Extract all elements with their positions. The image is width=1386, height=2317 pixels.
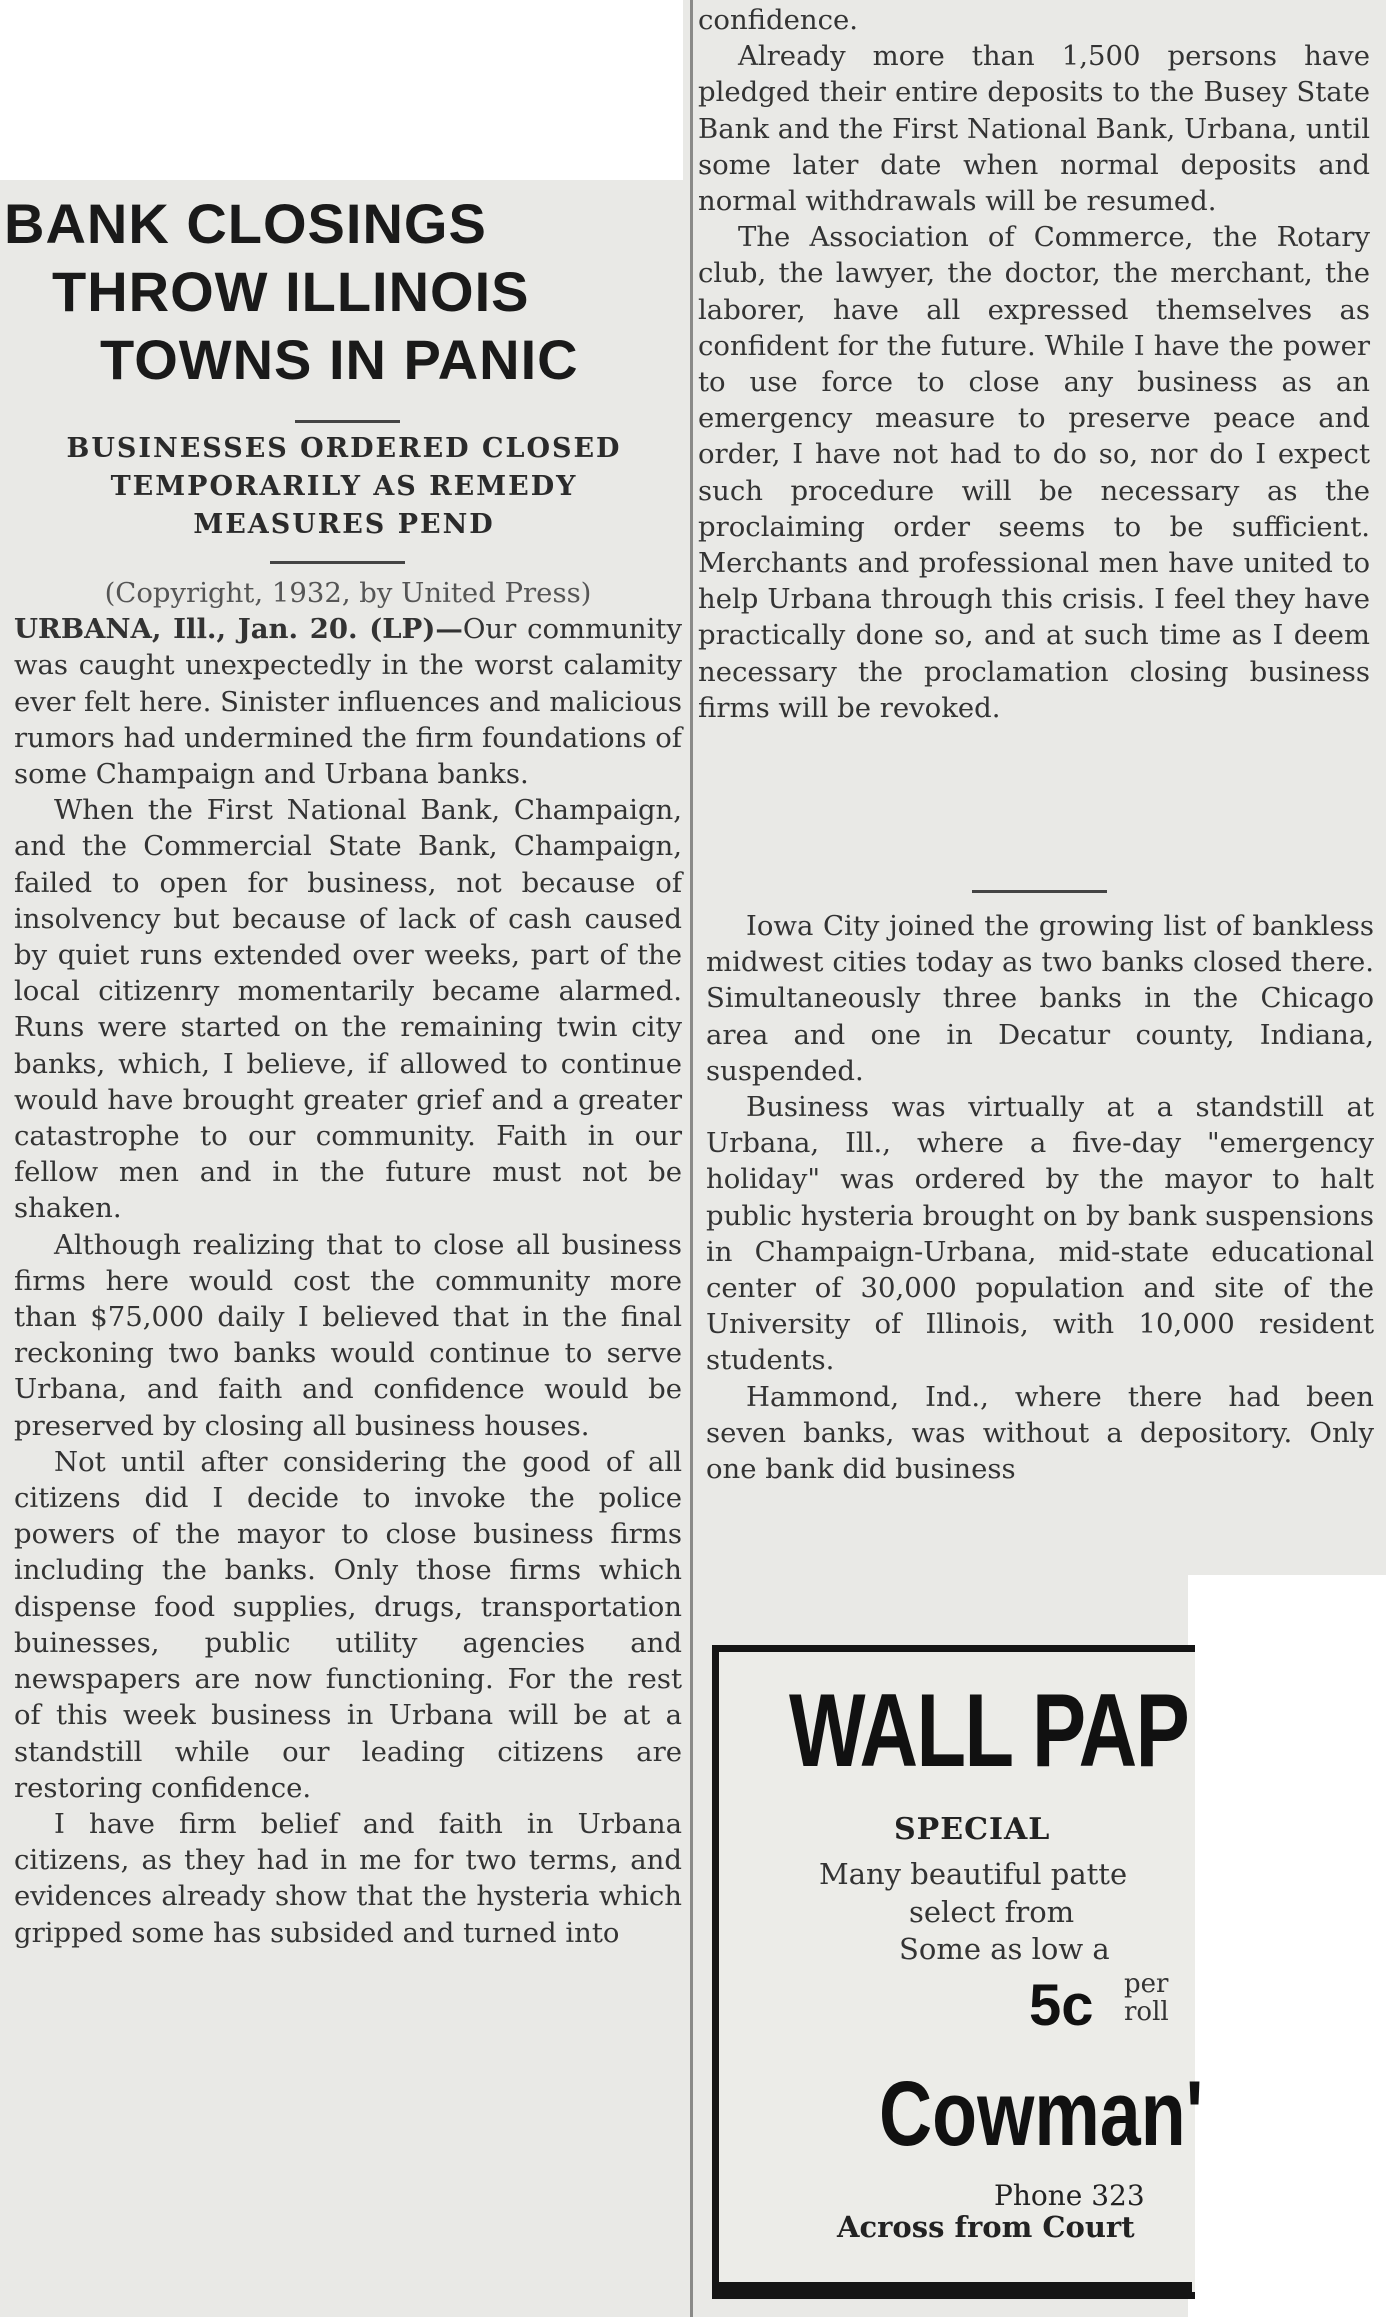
- article-paragraph: Business was virtually at a standstill at Urbana, Ill., where a five-day "emergency holiday" was ordered by the mayor to halt public hysteria brought on by bank suspensions in Champaign-Urbana, mid-state educational center of 30,000 population and site of the University of Illinois, with 10,000 resident students.: [706, 1091, 1374, 1377]
- subheadline-line-2: TEMPORARILY AS REMEDY: [110, 471, 578, 502]
- copyright-credit: (Copyright, 1932, by United Press): [104, 577, 592, 609]
- ad-line-3: Some as low a: [899, 1932, 1110, 1966]
- ad-price: 5c: [1029, 1973, 1094, 2038]
- ad-title: WALL PAP: [789, 1673, 1189, 1789]
- article-paragraph: confidence.: [698, 4, 859, 36]
- section-divider: [972, 890, 1107, 893]
- headline-line-3: TOWNS IN PANIC: [100, 328, 579, 391]
- paragraph-text: Our community was caught unexpectedly in the worst calamity ever felt here. Sinister influences and malicious rumors had undermined the firm foundations of some Champaign and Urbana banks.: [14, 613, 682, 791]
- article-paragraph: When the First National Bank, Champaign, and the Commercial State Bank, Champaign, failed to open for business, not because of insolvency but because of lack of cash caused by quiet runs extended over weeks, part of the local citizenry momentarily became alarmed. Runs were started on the remaining twin city banks, which, I believe, if allowed to continue would have brought greater grief and a greater catastrophe to our community. Faith in our fellow men and in the future must not be shaken.: [14, 794, 682, 1225]
- dateline: URBANA, Ill., Jan. 20. (LP)—: [14, 613, 463, 646]
- headline-divider: [295, 420, 400, 423]
- subheadline: [0, 430, 688, 544]
- wallpaper-advertisement: [712, 1645, 1204, 2299]
- left-article-body: [14, 575, 682, 1951]
- headline-line-1: BANK CLOSINGS: [4, 192, 487, 255]
- article-paragraph: I have firm belief and faith in Urbana citizens, as they had in me for two terms, and evidences already show that the hysteria which gripped some has subsided and turned into: [14, 1807, 682, 1949]
- article-paragraph: Iowa City joined the growing list of bankless midwest cities today as two banks closed there. Simultaneously three banks in the Chicago area and one in Decatur county, Indiana, suspended.: [706, 910, 1374, 1087]
- ad-line-1: Many beautiful patte: [819, 1857, 1128, 1891]
- ad-phone: Phone 323: [994, 2179, 1145, 2212]
- ad-bottom-border: [712, 2282, 1192, 2292]
- article-paragraph: [14, 611, 682, 792]
- ad-line-2: select from: [909, 1895, 1075, 1929]
- ad-store-name: Cowman': [879, 2063, 1204, 2165]
- article-paragraph: Hammond, Ind., where there had been seven banks, was without a depository. Only one bank did business: [706, 1380, 1374, 1486]
- right-article-body: [698, 2, 1370, 726]
- right-article-body-continued: [706, 908, 1374, 1487]
- article-paragraph: The Association of Commerce, the Rotary club, the lawyer, the doctor, the merchant, the laborer, have all expressed themselves as confident for the future. While I have the power to use force to close any business as an emergency measure to preserve peace and order, I have not had to do so, nor do I expect such procedure will be necessary as the proclaiming order seems to be sufficient. Merchants and professional men have united to help Urbana through this crisis. I feel they have practically done so, and at such time as I deem necessary the proclamation closing business firms will be revoked.: [698, 221, 1370, 724]
- subheadline-line-3: MEASURES PEND: [193, 509, 495, 540]
- headline-line-2: THROW ILLINOIS: [52, 260, 530, 323]
- ad-special: SPECIAL: [894, 1812, 1051, 1847]
- ad-location: Across from Court: [837, 2210, 1135, 2244]
- column-rule: [690, 0, 693, 2317]
- ad-roll: roll: [1124, 1997, 1169, 2027]
- article-paragraph: Not until after considering the good of all citizens did I decide to invoke the police powers of the mayor to close business firms including the banks. Only those firms which dispense food supplies, drugs, transportation buinesses, public utility agencies and newspapers are now functioning. For the rest of this week business in Urbana will be at a standstill while our leading citizens are restoring confidence.: [14, 1445, 682, 1804]
- ad-per-roll: [1124, 1970, 1169, 2026]
- subheadline-line-1: BUSINESSES ORDERED CLOSED: [66, 433, 622, 464]
- article-paragraph: Although realizing that to close all business firms here would cost the community more than $75,000 daily I believed that in the final reckoning two banks would continue to serve Urbana, and faith and confidence would be preserved by closing all business houses.: [14, 1228, 682, 1442]
- ad-per: per: [1124, 1969, 1169, 1999]
- headline: [0, 190, 688, 394]
- deck-divider: [270, 561, 405, 564]
- article-paragraph: Already more than 1,500 persons have pledged their entire deposits to the Busey State Bank and the First National Bank, Urbana, until some later date when normal deposits and normal withdrawals will be resumed.: [698, 40, 1370, 218]
